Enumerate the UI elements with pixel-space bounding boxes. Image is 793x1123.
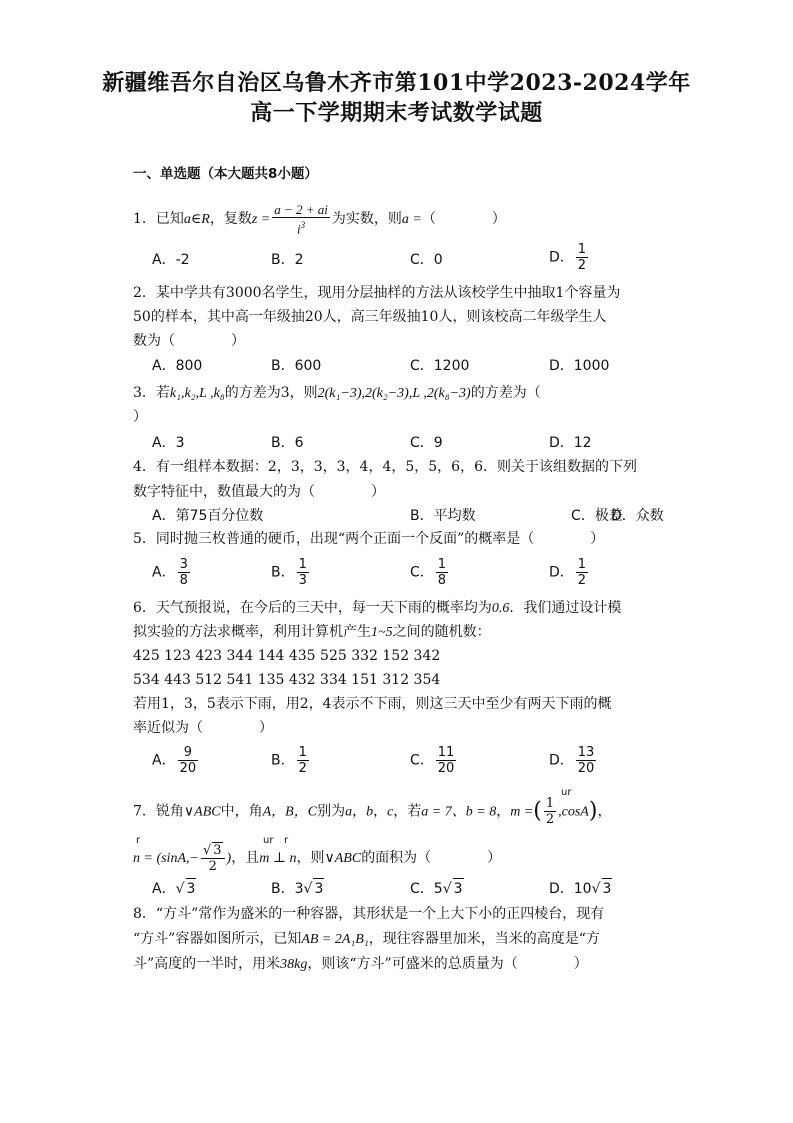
question-5: 5．同时抛三枚普通的硬币，出现“两个正面一个反面”的概率是（ ） — [133, 531, 605, 547]
q1-d-fraction: $\frac{1}{2}$ — [577, 242, 587, 273]
q7-option-d: D．10√ 3 — [549, 878, 612, 899]
question-2-line-1: 2．某中学共有3000名学生，现用分层抽样的方法从该校学生中抽取1个容量为 — [133, 285, 621, 301]
question-2-line-3: 数为（ ） — [133, 333, 245, 349]
question-6-line-6: 率近似为（ ） — [133, 720, 273, 736]
title-line-2: 高一下学期期末考试数学试题 — [250, 100, 543, 126]
q1-fraction: $\frac{a - 2 + ai}{i^3}$ — [274, 202, 328, 237]
question-2-line-2: 50的样本，其中高一年级抽20人，高三年级抽10人，则该校高二年级学生人 — [133, 309, 607, 325]
q4-option-d: D．众数 — [611, 508, 664, 524]
question-7-line-1: 7．锐角∨ABC中，角A，B，C别为a，b，c，若a = 7、b = 8，m =( $\frac{1}{2}$ ,cosA)， — [133, 796, 612, 827]
vector-n-mark: r — [136, 835, 141, 846]
question-6-line-1: 6．天气预报说，在今后的三天中，每一天下雨的概率均为0.6．我们通过设计模 — [133, 600, 622, 616]
perp-m-mark: ur — [263, 835, 274, 846]
vector-m-mark: ur — [561, 787, 572, 798]
q7-option-b: B．3√ 3 — [271, 878, 324, 899]
q2-option-d: D．1000 — [549, 358, 610, 374]
q4-option-a: A．第75百分位数 — [152, 508, 264, 524]
question-6-line-2: 拟实验的方法求概率，利用计算机产生1~5之间的随机数： — [133, 624, 491, 640]
question-8-line-3: 斗”高度的一半时，用米38kg，则该“方斗”可盛米的总质量为（ ） — [133, 956, 588, 972]
q3-option-d: D．12 — [549, 435, 592, 451]
question-4-line-2: 数字特征中，数值最大的为（ ） — [133, 484, 385, 500]
q1-option-a: A．-2 — [152, 252, 190, 268]
q5-option-d: D． $\frac{1}{2}$ — [549, 557, 587, 588]
q6-option-c: C． $\frac{11}{20}$ — [410, 745, 455, 776]
q2-option-a: A．800 — [152, 358, 203, 374]
q3-option-c: C．9 — [410, 435, 443, 451]
question-6-line-5: 若用1，3，5表示下雨，用2，4表示不下雨，则这三天中至少有两天下雨的概 — [133, 696, 612, 712]
question-8-line-1: 8．“方斗”常作为盛米的一种容器，其形状是一个上大下小的正四棱台，现有 — [133, 906, 605, 922]
question-7-line-2: n = (sinA,− √ $\frac{3}{2}$ )，且m ⊥ n，则∨ABC的面积为（ ） — [133, 842, 501, 874]
perp-n-mark: r — [284, 835, 289, 846]
q5-option-c: C． $\frac{1}{8}$ — [410, 557, 447, 588]
section-heading: 一、单选题（本大题共8小题） — [133, 166, 318, 182]
question-8-line-2: “方斗”容器如图所示，已知AB = 2A₁B₁，现往容器里加米，当米的高度是“方 — [133, 931, 600, 947]
q7-option-c: C．5√ 3 — [410, 878, 464, 899]
q5-option-b: B． $\frac{1}{3}$ — [271, 557, 307, 588]
question-4-line-1: 4．有一组样本数据：2，3，3，3，4，4，5，5，6，6．则关于该组数据的下列 — [133, 459, 637, 475]
q3-option-a: A．3 — [152, 435, 185, 451]
q4-option-c: C．极差 — [571, 508, 623, 524]
random-numbers-row-1: 425 123 423 344 144 435 525 332 152 342 — [133, 648, 441, 664]
q1-option-d: D． $\frac{1}{2}$ — [549, 242, 587, 273]
q6-option-a: A． $\frac{9}{20}$ — [152, 745, 197, 776]
q6-option-b: B． $\frac{1}{2}$ — [271, 745, 307, 776]
q7-option-a: A．√ 3 — [152, 878, 196, 899]
q2-option-c: C．1200 — [410, 358, 470, 374]
question-3: 3．若k₁,k₂,L ,k₈的方差为3，则2(k₁−3),2(k₂−3),L ,2(k₈−3)的方差为（ — [133, 385, 541, 401]
q6-option-d: D． $\frac{13}{20}$ — [549, 745, 595, 776]
title-line-1: 新疆维吾尔自治区乌鲁木齐市第101中学2023-2024学年 — [102, 70, 691, 96]
q2-option-b: B．600 — [271, 358, 322, 374]
random-numbers-row-2: 534 443 512 541 135 432 334 151 312 354 — [133, 672, 441, 688]
q1-option-b: B．2 — [271, 252, 304, 268]
q5-option-a: A． $\frac{3}{8}$ — [152, 557, 188, 588]
question-3-line-2: ） — [133, 409, 147, 425]
q1-option-c: C．0 — [410, 252, 443, 268]
question-1: 1．已知a∈R，复数z = $\frac{a - 2 + ai}{i^3}$ 为实数，则a =（ ） — [133, 202, 506, 237]
q3-option-b: B．6 — [271, 435, 304, 451]
q4-option-b: B．平均数 — [410, 508, 476, 524]
